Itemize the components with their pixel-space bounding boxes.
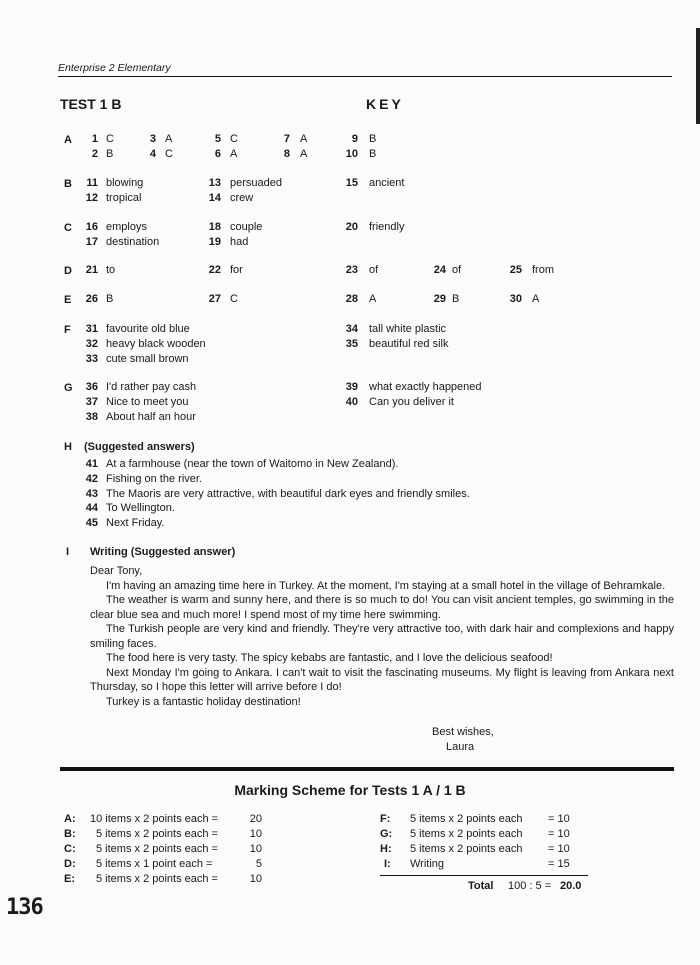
item-answer: of	[369, 264, 379, 276]
item-answer: The Maoris are very attractive, with beautiful dark eyes and friendly smiles.	[106, 488, 470, 500]
item-answer: C	[106, 133, 114, 145]
item-number: 6	[214, 148, 221, 160]
item-number: 35	[345, 338, 358, 350]
marking-value: = 10	[548, 843, 570, 855]
key-label: KEY	[366, 96, 404, 112]
item-number: 1	[91, 133, 98, 145]
letter-signature: Laura	[446, 741, 475, 753]
item-number: 26	[85, 293, 98, 305]
section-letter: A	[64, 134, 72, 146]
item-answer: tall white plastic	[369, 323, 447, 335]
item-answer: from	[532, 264, 554, 276]
item-answer: Nice to meet you	[106, 396, 189, 408]
section-heading: Writing (Suggested answer)	[90, 546, 236, 558]
item-number: 28	[345, 293, 358, 305]
item-number: 18	[208, 221, 221, 233]
test-title: TEST 1 B	[60, 96, 122, 112]
section-letter: H	[64, 441, 72, 453]
item-number: 21	[85, 264, 98, 276]
item-answer: C	[165, 148, 173, 160]
item-number: 12	[85, 192, 98, 204]
item-answer: B	[106, 148, 114, 160]
item-answer: Fishing on the river.	[106, 473, 202, 485]
item-answer: About half an hour	[106, 411, 196, 423]
item-number: 22	[208, 264, 221, 276]
marking-value: = 10	[548, 813, 570, 825]
item-number: 8	[283, 148, 290, 160]
marking-value: = 15	[548, 858, 570, 870]
item-answer: crew	[230, 192, 254, 204]
item-answer: B	[369, 148, 377, 160]
section-letter: G	[64, 382, 73, 394]
item-answer: B	[369, 133, 377, 145]
letter-paragraph: Turkey is a fantastic holiday destination!	[106, 695, 301, 708]
marking-value: 5	[255, 858, 262, 870]
section-heading: (Suggested answers)	[84, 441, 195, 453]
total-calc: 100 : 5 =	[508, 880, 552, 892]
letter-paragraph: I'm having an amazing time here in Turkey. At the moment, I'm staying at a small hotel in the village of Behramkale.	[106, 579, 666, 592]
item-answer: A	[300, 133, 308, 145]
item-number: 27	[208, 293, 221, 305]
marking-desc: 5 items x 2 points each =	[96, 843, 218, 855]
item-answer: A	[532, 293, 540, 305]
letter-text	[90, 564, 674, 709]
item-answer: favourite old blue	[106, 323, 190, 335]
item-answer: To Wellington.	[106, 502, 175, 514]
item-answer: Can you deliver it	[369, 396, 454, 408]
section-letter: I	[66, 546, 70, 558]
item-number: 14	[208, 192, 221, 204]
item-number: 20	[345, 221, 358, 233]
marking-desc: 5 items x 2 points each	[410, 813, 523, 825]
item-number: 11	[86, 177, 98, 189]
section-letter: F	[64, 324, 71, 336]
marking-desc: 5 items x 1 point each =	[96, 858, 213, 870]
item-answer: for	[230, 264, 243, 276]
item-number: 43	[85, 488, 98, 500]
marking-value: 10	[249, 828, 262, 840]
total-label: Total	[468, 880, 494, 892]
item-number: 29	[433, 293, 446, 305]
item-answer: blowing	[106, 177, 144, 189]
item-number: 7	[283, 133, 290, 145]
item-number: 30	[509, 293, 522, 305]
item-number: 25	[509, 264, 522, 276]
marking-key: F:	[380, 813, 391, 825]
item-answer: heavy black wooden	[106, 338, 206, 350]
marking-key: A:	[64, 813, 76, 825]
letter-greeting: Dear Tony,	[90, 565, 143, 577]
total-value: 20.0	[560, 880, 582, 892]
item-answer: cute small brown	[106, 353, 189, 365]
marking-value: = 10	[548, 828, 570, 840]
item-answer: At a farmhouse (near the town of Waitomo in New Zealand).	[106, 458, 399, 470]
section-divider	[60, 767, 674, 771]
marking-desc: 5 items x 2 points each =	[96, 828, 218, 840]
marking-desc: 5 items x 2 points each	[410, 843, 523, 855]
marking-desc: 5 items x 2 points each =	[96, 873, 218, 885]
total-rule	[380, 875, 588, 876]
marking-key: B:	[64, 828, 76, 840]
item-number: 42	[85, 473, 98, 485]
item-number: 41	[85, 458, 98, 470]
item-answer: tropical	[106, 192, 142, 204]
section-letter: D	[64, 265, 72, 277]
item-answer: had	[230, 236, 249, 248]
item-number: 15	[345, 177, 358, 189]
marking-key: I:	[384, 858, 391, 870]
letter-paragraph: Next Monday I'm going to Ankara. I can't wait to visit the fascinating museums. My flight is leaving from Ankara next Thursday, so I hope this letter will arrive before I do!	[90, 666, 674, 693]
marking-key: G:	[380, 828, 393, 840]
item-number: 36	[85, 381, 98, 393]
item-answer: C	[230, 293, 238, 305]
marking-value: 20	[249, 813, 262, 825]
item-answer: A	[300, 148, 308, 160]
item-number: 39	[345, 381, 358, 393]
item-number: 37	[85, 396, 98, 408]
item-answer: what exactly happened	[369, 381, 482, 393]
marking-key: D:	[64, 858, 76, 870]
item-number: 13	[208, 177, 221, 189]
item-number: 3	[149, 133, 156, 145]
item-number: 4	[149, 148, 156, 160]
item-answer: of	[452, 264, 462, 276]
marking-scheme-title: Marking Scheme for Tests 1 A / 1 B	[234, 782, 466, 798]
item-answer: C	[230, 133, 238, 145]
item-answer: B	[106, 293, 114, 305]
marking-key: C:	[64, 843, 76, 855]
page-edge-bar	[696, 28, 700, 124]
letter-signoff: Best wishes,	[432, 726, 494, 738]
item-answer: persuaded	[230, 177, 282, 189]
item-number: 23	[345, 264, 358, 276]
marking-desc: 10 items x 2 points each =	[90, 813, 219, 825]
page-number: 136	[6, 895, 43, 920]
item-number: 32	[85, 338, 98, 350]
marking-value: 10	[249, 843, 262, 855]
item-answer: B	[452, 293, 460, 305]
item-answer: destination	[106, 236, 160, 248]
item-number: 10	[345, 148, 358, 160]
item-number: 5	[214, 133, 221, 145]
letter-paragraph: The weather is warm and sunny here, and there is so much to do! You can visit ancient temples, go swimming in the clear blue sea and much more! I spend most of my time here swimming.	[90, 594, 674, 621]
marking-key: E:	[64, 873, 75, 885]
item-answer: Next Friday.	[106, 517, 165, 529]
item-number: 24	[433, 264, 446, 276]
item-number: 31	[85, 323, 98, 335]
marking-value: 10	[249, 873, 262, 885]
item-answer: A	[230, 148, 238, 160]
item-answer: I'd rather pay cash	[106, 381, 197, 393]
item-number: 34	[345, 323, 358, 335]
item-number: 2	[91, 148, 98, 160]
book-title: Enterprise 2 Elementary	[58, 62, 171, 74]
marking-key: H:	[380, 843, 392, 855]
letter-paragraph: The Turkish people are very kind and friendly. They're very attractive too, with dark hair and complexions and happy smiling faces.	[90, 623, 674, 650]
item-answer: friendly	[369, 221, 405, 233]
item-number: 17	[85, 236, 98, 248]
item-answer: to	[106, 264, 116, 276]
item-answer: beautiful red silk	[369, 338, 449, 350]
item-answer: ancient	[369, 177, 405, 189]
item-answer: employs	[106, 221, 147, 233]
item-number: 19	[208, 236, 221, 248]
item-number: 33	[85, 353, 98, 365]
item-number: 38	[85, 411, 98, 423]
marking-desc: 5 items x 2 points each	[410, 828, 523, 840]
marking-desc: Writing	[410, 858, 445, 870]
item-answer: A	[369, 293, 377, 305]
section-letter: C	[64, 222, 72, 234]
item-number: 9	[351, 133, 358, 145]
item-number: 16	[85, 221, 98, 233]
item-answer: A	[165, 133, 173, 145]
item-number: 44	[85, 502, 98, 514]
letter-paragraph: The food here is very tasty. The spicy kebabs are fantastic, and I love the delicious seafood!	[106, 652, 553, 664]
item-number: 45	[85, 517, 98, 529]
section-letter: E	[64, 294, 72, 306]
header-rule	[58, 76, 672, 77]
item-number: 40	[345, 396, 358, 408]
item-answer: couple	[230, 221, 263, 233]
section-letter: B	[64, 178, 72, 190]
